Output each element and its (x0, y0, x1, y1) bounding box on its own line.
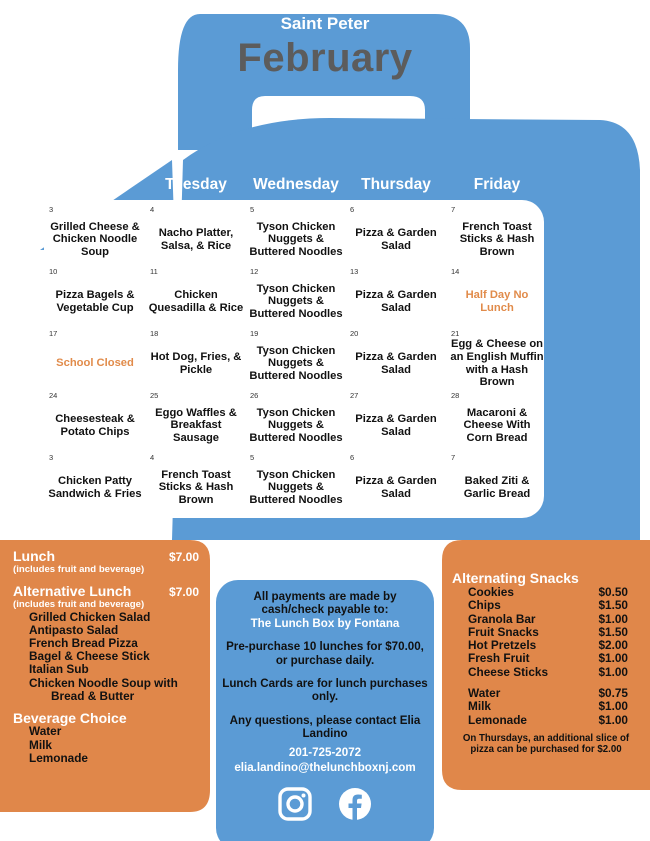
beverage-title: Beverage Choice (13, 710, 127, 727)
alt-lunch-title: Alternative Lunch (13, 582, 132, 599)
meal-text: Pizza & Garden Salad (355, 412, 437, 438)
calendar-cell (148, 329, 244, 389)
drink-items (452, 687, 640, 727)
date-number: 18 (150, 329, 159, 338)
calendar-cell (449, 267, 545, 327)
meal-text: Tyson Chicken Nuggets & Buttered Noodles (249, 344, 343, 382)
alt-item: Bagel & Cheese Stick (29, 649, 150, 664)
alt-item: Antipasto Salad (29, 622, 119, 637)
calendar-cell (148, 391, 244, 451)
social-icons (222, 787, 428, 821)
calendar-cell (248, 391, 344, 451)
date-number: 21 (451, 329, 460, 338)
item-name: Water (468, 686, 501, 701)
date-number: 3 (49, 205, 54, 214)
alt-lunch-price: $7.00 (168, 584, 199, 599)
snacks-list (452, 570, 640, 755)
meal-text: French Toast Sticks & Hash Brown (459, 220, 535, 258)
month-title: February (237, 36, 413, 80)
snacks-title: Alternating Snacks (452, 570, 579, 586)
date-number: 27 (350, 391, 359, 400)
meal-text: Tyson Chicken Nuggets & Buttered Noodles (249, 468, 343, 506)
instagram-icon[interactable] (278, 787, 312, 821)
date-number: 6 (350, 205, 355, 214)
item-name: Lemonade (468, 712, 527, 727)
meal-text: Tyson Chicken Nuggets & Buttered Noodles (249, 282, 343, 320)
item-price: $1.00 (598, 712, 628, 727)
payment-text: All payments are made by cash/check payable to: The Lunch Box by Fontana (250, 590, 400, 630)
calendar-cell (148, 267, 244, 327)
item-name: Hot Pretzels (468, 638, 537, 653)
date-number: 7 (451, 453, 456, 462)
alt-item: Grilled Chicken Salad (29, 609, 151, 624)
item-price: $1.00 (598, 699, 628, 714)
facebook-icon[interactable] (338, 787, 372, 821)
item-price: $1.00 (598, 611, 628, 626)
calendar-cell (348, 391, 444, 451)
alt-item: Italian Sub (29, 662, 89, 677)
meal-text: Chicken Quesadilla & Rice (148, 288, 244, 314)
calendar-cell (348, 205, 444, 265)
snack-row (452, 599, 640, 612)
snack-row (452, 626, 640, 639)
meal-text: Tyson Chicken Nuggets & Buttered Noodles (249, 220, 343, 258)
date-number: 20 (350, 329, 359, 338)
item-name: Milk (468, 699, 491, 714)
meal-text: Egg & Cheese on an English Muffin with a Hash Brown (450, 338, 544, 389)
date-number: 25 (150, 391, 159, 400)
alt-item: Chicken Noodle Soup with (29, 675, 178, 690)
item-name: Granola Bar (468, 611, 536, 626)
meal-text: Pizza & Garden Salad (355, 474, 437, 500)
item-name: Fruit Snacks (468, 624, 539, 639)
snack-items (452, 586, 640, 679)
item-price: $0.75 (598, 686, 628, 701)
item-price: $0.50 (598, 585, 628, 599)
calendar-cell (449, 453, 545, 513)
lunch-cards-text: Lunch Cards are for lunch purchases only. (222, 677, 428, 704)
meal-text: Pizza & Garden Salad (355, 226, 437, 252)
contact-text: Any questions, please contact Elia Landino (229, 713, 421, 741)
drink-row (452, 714, 640, 727)
day-header-monday: Monday (65, 176, 125, 193)
item-name: Cheese Sticks (468, 664, 549, 679)
date-number: 26 (250, 391, 259, 400)
payee-name: The Lunch Box by Fontana (250, 616, 400, 630)
snacks-note: On Thursdays, an additional slice of pizza can be purchased for $2.00 (462, 732, 630, 755)
item-price: $1.50 (598, 598, 628, 613)
item-name: Cookies (468, 585, 514, 599)
date-number: 10 (49, 267, 58, 276)
meal-text: Macaroni & Cheese With Corn Bread (463, 406, 531, 444)
meal-text: French Toast Sticks & Hash Brown (158, 468, 234, 506)
calendar-cell (449, 205, 545, 265)
snack-row (452, 639, 640, 652)
calendar-cell (148, 453, 244, 513)
prepurchase-text: Pre-purchase 10 lunches for $70.00, or purchase daily. (226, 640, 424, 667)
meal-text: Grilled Cheese & Chicken Noodle Soup (50, 220, 140, 258)
day-header-tuesday: Tuesday (165, 176, 227, 193)
beverage-item: Lemonade (29, 750, 88, 765)
notice-text: School Closed (56, 357, 134, 370)
calendar-cell (47, 205, 143, 265)
meal-text: Baked Ziti & Garlic Bread (463, 474, 531, 500)
alt-item: French Bread Pizza (29, 636, 138, 650)
calendar-cell (248, 453, 344, 513)
meal-text: Cheesesteak & Potato Chips (55, 412, 135, 438)
calendar-cell (248, 205, 344, 265)
calendar-cell (248, 329, 344, 389)
meal-text: Chicken Patty Sandwich & Fries (48, 474, 142, 500)
calendar-cell (248, 267, 344, 327)
drink-row (452, 687, 640, 700)
date-number: 17 (49, 329, 58, 338)
snack-row (452, 666, 640, 679)
calendar-cell (348, 267, 444, 327)
date-number: 14 (451, 267, 460, 276)
date-number: 19 (250, 329, 259, 338)
school-name: Saint Peter (280, 14, 370, 33)
notice-text: Half Day No Lunch (465, 288, 529, 314)
lunch-pricing (13, 550, 199, 765)
lunch-price: $7.00 (168, 550, 199, 564)
item-price: $1.00 (598, 651, 628, 666)
item-price: $1.50 (598, 624, 628, 639)
meal-text: Pizza & Garden Salad (355, 350, 437, 376)
beverage-item: Milk (29, 737, 52, 752)
date-number: 7 (451, 205, 456, 214)
date-number: 11 (150, 267, 158, 276)
date-number: 28 (451, 391, 460, 400)
lunch-subtitle: (includes fruit and beverage) (13, 564, 145, 576)
date-number: 4 (150, 205, 155, 214)
date-number: 6 (350, 453, 355, 462)
meal-text: Tyson Chicken Nuggets & Buttered Noodles (249, 406, 343, 444)
date-number: 5 (250, 205, 255, 214)
snack-row (452, 652, 640, 665)
calendar-cell (449, 391, 545, 451)
item-name: Fresh Fruit (468, 651, 530, 666)
calendar-cell (47, 391, 143, 451)
day-header-friday: Friday (473, 176, 521, 193)
calendar-cell (348, 453, 444, 513)
date-number: 24 (49, 391, 58, 400)
calendar-cell (148, 205, 244, 265)
calendar-cell (47, 329, 143, 389)
meal-text: Eggo Waffles & Breakfast Sausage (155, 406, 237, 444)
date-number: 3 (49, 453, 54, 462)
meal-text: Nacho Platter, Salsa, & Rice (158, 226, 234, 252)
date-number: 5 (250, 453, 255, 462)
meal-text: Pizza & Garden Salad (355, 288, 437, 314)
snack-row (452, 586, 640, 599)
lunch-title: Lunch (13, 548, 55, 564)
item-name: Chips (468, 598, 501, 613)
calendar-cell (449, 329, 545, 389)
date-number: 12 (250, 267, 259, 276)
contact-email[interactable]: elia.landino@thelunchboxnj.com (234, 760, 416, 774)
day-header-thursday: Thursday (361, 176, 431, 193)
day-header-wednesday: Wednesday (253, 176, 339, 193)
item-price: $2.00 (598, 638, 628, 653)
payment-info (222, 590, 428, 821)
calendar-cell (348, 329, 444, 389)
item-price: $1.00 (598, 664, 628, 679)
meal-text: Hot Dog, Fries, & Pickle (150, 350, 242, 376)
calendar-cell (47, 453, 143, 513)
meal-text: Pizza Bagels & Vegetable Cup (55, 288, 135, 314)
calendar-cell (47, 267, 143, 327)
snack-row (452, 613, 640, 626)
date-number: 4 (150, 453, 155, 462)
alt-item: Bread & Butter (51, 688, 135, 703)
contact-phone[interactable]: 201-725-2072 (288, 745, 362, 759)
drink-row (452, 700, 640, 713)
date-number: 13 (350, 267, 359, 276)
alt-lunch-subtitle: (includes fruit and beverage) (13, 599, 145, 611)
beverage-item: Water (29, 724, 62, 739)
